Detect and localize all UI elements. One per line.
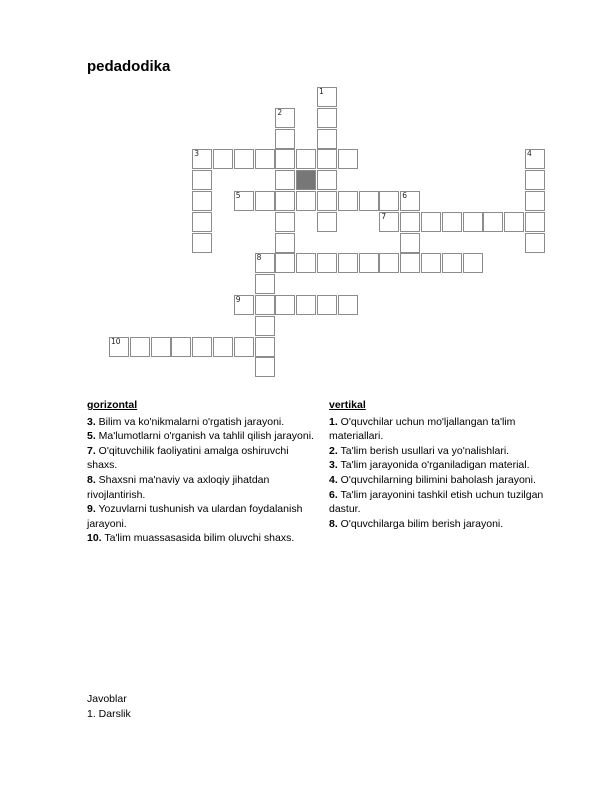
crossword-cell[interactable] (255, 274, 275, 294)
crossword-cell[interactable] (275, 129, 295, 149)
clue-text: Shaxsni ma'naviy va axloqiy jihatdan rivojlantirish. (87, 473, 270, 501)
clue-number-label: 9 (235, 295, 241, 304)
clue-text: O'quvchilar uchun mo'ljallangan ta'lim materiallari. (329, 415, 516, 443)
crossword-cell[interactable] (255, 295, 275, 315)
clue-text: Ta'lim berish usullari va yo'nalishlari. (337, 444, 510, 457)
crossword-cell[interactable] (275, 191, 295, 211)
crossword-cell[interactable] (379, 253, 399, 273)
vertical-clue (329, 517, 561, 532)
horizontal-clue (87, 429, 319, 444)
clue-number-label: 4 (527, 149, 532, 159)
vertical-clue (329, 444, 561, 459)
vertical-clue (329, 473, 561, 488)
horizontal-clue (87, 444, 319, 473)
vertical-clues (329, 398, 561, 531)
clue-number: 8. (87, 473, 96, 486)
page-title: pedadodika (87, 58, 171, 75)
crossword-cell[interactable] (379, 191, 399, 211)
crossword-cell[interactable] (234, 149, 254, 169)
clue-text: Ta'lim jarayonida o'rganiladigan material. (337, 459, 530, 472)
crossword-cell[interactable] (338, 253, 358, 273)
crossword-cell[interactable] (338, 191, 358, 211)
clue-number: 9. (87, 503, 96, 516)
clue-number-label: 10 (111, 336, 121, 346)
clue-number: 6. (329, 488, 338, 501)
answers-section (87, 692, 131, 721)
clue-number-label: 6 (402, 191, 407, 200)
clue-number: 4. (329, 473, 338, 486)
crossword-cell[interactable] (275, 212, 295, 232)
crossword-cell[interactable] (296, 191, 316, 211)
clue-number: 2. (329, 444, 338, 457)
crossword-cell[interactable] (338, 295, 358, 315)
crossword-cell[interactable] (463, 212, 483, 232)
clue-number-label: 3 (194, 149, 199, 159)
horizontal-clue (87, 502, 319, 531)
crossword-shaded-cell[interactable] (296, 170, 316, 190)
clue-number: 3. (87, 415, 96, 428)
horizontal-clue (87, 531, 319, 546)
crossword-cell[interactable] (296, 253, 316, 273)
crossword-cell[interactable] (442, 212, 462, 232)
crossword-cell[interactable] (275, 295, 295, 315)
vertical-clue (329, 488, 561, 517)
clue-number: 1. (329, 415, 338, 428)
crossword-cell[interactable] (525, 233, 545, 253)
crossword-cell[interactable] (255, 357, 275, 377)
clue-number: 3. (329, 459, 338, 472)
crossword-cell[interactable] (400, 212, 420, 232)
crossword-cell[interactable] (317, 191, 337, 211)
answers-list (87, 707, 131, 722)
horizontal-clue (87, 473, 319, 502)
crossword-cell[interactable] (213, 149, 233, 169)
clue-number-label: 2 (277, 107, 283, 117)
clue-text: O'quvchilarga bilim berish jarayoni. (337, 517, 504, 530)
clue-number-label: 1 (319, 87, 324, 96)
vertical-clue (329, 415, 561, 444)
crossword-cell[interactable] (400, 253, 420, 273)
crossword-cell[interactable] (317, 129, 337, 149)
crossword-cell[interactable] (525, 191, 545, 211)
crossword-cell[interactable] (275, 170, 295, 190)
crossword-cell[interactable] (338, 149, 358, 169)
crossword-cell[interactable] (296, 149, 316, 169)
crossword-cell[interactable] (275, 149, 295, 169)
crossword-cell[interactable] (317, 253, 337, 273)
crossword-cell[interactable] (317, 149, 337, 169)
crossword-cell[interactable] (504, 212, 524, 232)
crossword-cell[interactable] (400, 233, 420, 253)
crossword-cell[interactable] (255, 191, 275, 211)
clue-text: Ta'lim jarayonini tashkil etish uchun tuzilgan dastur. (329, 488, 544, 516)
crossword-cell[interactable] (442, 253, 462, 273)
vertical-clue-list (329, 415, 561, 532)
crossword-cell[interactable] (317, 295, 337, 315)
crossword-cell[interactable] (483, 212, 503, 232)
crossword-cell[interactable] (275, 233, 295, 253)
horizontal-clue (87, 415, 319, 430)
crossword-cell[interactable] (421, 253, 441, 273)
answer-item: 1. Darslik (87, 707, 131, 720)
crossword-cell[interactable] (255, 149, 275, 169)
clue-number-label: 5 (235, 191, 241, 200)
vertical-heading: vertikal (329, 399, 366, 411)
crossword-cell[interactable] (525, 212, 545, 232)
crossword-cell[interactable] (192, 170, 212, 190)
crossword-cell[interactable] (275, 253, 295, 273)
crossword-cell[interactable] (255, 316, 275, 336)
crossword-cell[interactable] (151, 337, 171, 357)
clue-number: 5. (87, 430, 96, 443)
crossword-cell[interactable] (359, 191, 379, 211)
crossword-cell[interactable] (213, 337, 233, 357)
clue-number: 10. (87, 532, 102, 545)
horizontal-clue-list (87, 415, 319, 546)
crossword-cell[interactable] (421, 212, 441, 232)
crossword-cell[interactable] (317, 212, 337, 232)
crossword-cell[interactable] (525, 170, 545, 190)
crossword-cell[interactable] (192, 191, 212, 211)
clue-text: Ma'lumotlarni o'rganish va tahlil qilish jarayoni. (95, 430, 314, 443)
crossword-cell[interactable] (192, 337, 212, 357)
crossword-cell[interactable] (192, 233, 212, 253)
crossword-cell[interactable] (463, 253, 483, 273)
clue-number: 7. (87, 444, 96, 457)
vertical-clue (329, 458, 561, 473)
crossword-cell[interactable] (317, 170, 337, 190)
clue-text: O'quvchilarning bilimini baholash jarayoni. (337, 473, 536, 486)
crossword-cell[interactable] (171, 337, 191, 357)
clue-text: Yozuvlarni tushunish va ulardan foydalanish jarayoni. (87, 503, 303, 530)
crossword-cell[interactable] (359, 253, 379, 273)
clue-text: O'qituvchilik faoliyatini amalga oshiruvchi shaxs. (87, 444, 289, 472)
clue-number: 8. (329, 517, 338, 530)
crossword-cell[interactable] (255, 337, 275, 357)
crossword-cell[interactable] (130, 337, 150, 357)
crossword-grid (0, 0, 612, 380)
crossword-cell[interactable] (296, 295, 316, 315)
answers-heading: Javoblar (87, 693, 127, 705)
clue-number-label: 8 (256, 253, 262, 263)
clue-number-label: 7 (381, 211, 387, 221)
crossword-cell[interactable] (192, 212, 212, 232)
horizontal-heading: gorizontal (87, 399, 138, 411)
clue-text: Ta'lim muassasasida bilim oluvchi shaxs. (101, 532, 295, 545)
crossword-cell[interactable] (234, 337, 254, 357)
horizontal-clues (87, 398, 319, 546)
clue-text: Bilim va ko'nikmalarni o'rgatish jarayoni. (95, 415, 285, 428)
crossword-cell[interactable] (317, 108, 337, 128)
